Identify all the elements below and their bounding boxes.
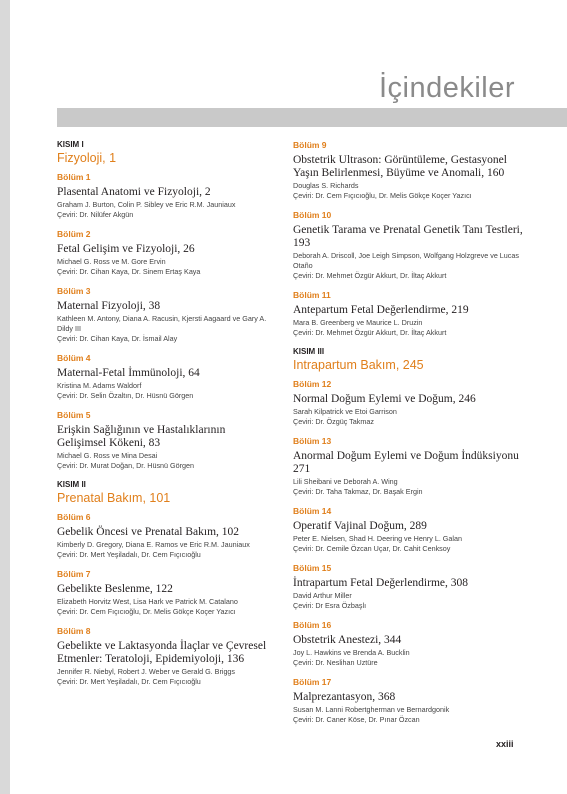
chapter-label: Bölüm 12 <box>293 379 332 389</box>
chapter-translators: Çeviri: Dr. Mehmet Özgür Akkurt, Dr. İltaç Akkurt <box>293 328 447 337</box>
chapter-translators: Çeviri: Dr. Cem Fıçıcıoğlu, Dr. Melis Gökçe Koçer Yazıcı <box>293 191 472 200</box>
chapter-title: Anormal Doğum Eylemi ve Doğum İndüksiyonu 271 <box>293 450 519 475</box>
chapter-label: Bölüm 15 <box>293 563 332 573</box>
chapter-entry[interactable] <box>57 569 272 617</box>
chapter-translators: Çeviri: Dr. Mert Yeşiladalı, Dr. Cem Fıçıcıoğlu <box>57 550 201 559</box>
chapter-title: Gebelikte Beslenme, 122 <box>57 583 173 595</box>
chapter-translators: Çeviri: Dr. Murat Doğan, Dr. Hüsnü Görgen <box>57 461 195 470</box>
chapter-label: Bölüm 11 <box>293 290 331 300</box>
page-number: xxiii <box>496 739 514 749</box>
chapter-authors: Michael G. Ross ve Mina Desai <box>57 451 158 460</box>
chapter-authors: Lili Sheibani ve Deborah A. Wing <box>293 477 398 486</box>
chapter-translators: Çeviri: Dr. Cihan Kaya, Dr. İsmail Alay <box>57 334 178 343</box>
chapter-authors: Michael G. Ross ve M. Gore Ervin <box>57 257 166 266</box>
chapter-translators: Çeviri: Dr. Selin Özaltın, Dr. Hüsnü Görgen <box>57 391 194 400</box>
chapter-label: Bölüm 16 <box>293 620 332 630</box>
chapter-entry[interactable] <box>293 210 525 281</box>
chapter-translators: Çeviri: Dr. Caner Köse, Dr. Pınar Özcan <box>293 715 420 724</box>
chapter-label: Bölüm 3 <box>57 286 91 296</box>
chapter-label: Bölüm 2 <box>57 229 91 239</box>
chapter-translators: Çeviri: Dr. Mert Yeşiladalı, Dr. Cem Fıçıcıoğlu <box>57 677 201 686</box>
chapter-label: Bölüm 1 <box>57 172 91 182</box>
chapter-title: Erişkin Sağlığının ve Hastalıklarının Gelişimsel Kökeni, 83 <box>57 424 226 449</box>
chapter-authors: Kathleen M. Antony, Diana A. Racusin, Kjersti Aagaard ve Gary A. Dildy III <box>57 314 267 333</box>
chapter-entry[interactable] <box>293 563 525 611</box>
chapter-entry[interactable] <box>293 620 525 668</box>
chapter-translators: Çeviri: Dr. Taha Takmaz, Dr. Başak Ergin <box>293 487 423 496</box>
chapter-label: Bölüm 9 <box>293 140 327 150</box>
chapter-authors: Kristina M. Adams Waldorf <box>57 381 142 390</box>
chapter-entry[interactable] <box>293 290 525 338</box>
chapter-label: Bölüm 7 <box>57 569 91 579</box>
chapter-authors: Douglas S. Richards <box>293 181 359 190</box>
chapter-label: Bölüm 8 <box>57 626 91 636</box>
part-title: Fizyoloji, 1 <box>57 151 117 165</box>
chapter-authors: Joy L. Hawkins ve Brenda A. Bucklin <box>293 648 410 657</box>
part-label: KISIM III <box>293 347 325 356</box>
chapter-title: Gebelik Öncesi ve Prenatal Bakım, 102 <box>57 526 240 538</box>
chapter-entry[interactable] <box>57 626 272 687</box>
chapter-translators: Çeviri: Dr. Nilüfer Akgün <box>57 210 134 219</box>
chapter-translators: Çeviri: Dr. Mehmet Özgür Akkurt, Dr. İltaç Akkurt <box>293 271 447 280</box>
chapter-label: Bölüm 14 <box>293 506 332 516</box>
chapter-entry[interactable] <box>293 379 525 427</box>
chapter-entry[interactable] <box>293 506 525 554</box>
chapter-title: Normal Doğum Eylemi ve Doğum, 246 <box>293 393 476 405</box>
chapter-label: Bölüm 10 <box>293 210 332 220</box>
chapter-authors: Sarah Kilpatrick ve Etoi Garrison <box>293 407 397 416</box>
chapter-title: İntrapartum Fetal Değerlendirme, 308 <box>293 577 468 589</box>
chapter-title: Fetal Gelişim ve Fizyoloji, 26 <box>57 243 195 255</box>
chapter-title: Plasental Anatomi ve Fizyoloji, 2 <box>57 186 211 198</box>
chapter-entry[interactable] <box>57 353 272 401</box>
chapter-authors: Jennifer R. Niebyl, Robert J. Weber ve Gerald G. Briggs <box>57 667 236 676</box>
chapter-authors: Elizabeth Horvitz West, Lisa Hark ve Patrick M. Catalano <box>57 597 238 606</box>
part-heading <box>57 140 272 166</box>
chapter-authors: Kimberly D. Gregory, Diana E. Ramos ve Eric R.M. Jauniaux <box>57 540 250 549</box>
chapter-authors: Mara B. Greenberg ve Maurice L. Druzin <box>293 318 423 327</box>
chapter-translators: Çeviri: Dr Esra Özbaşlı <box>293 601 367 610</box>
chapter-title: Maternal Fizyoloji, 38 <box>57 300 161 312</box>
chapter-entry[interactable] <box>57 229 272 277</box>
header-band <box>57 108 567 127</box>
chapter-title: Obstetrik Ultrason: Görüntüleme, Gestasyonel Yaşın Belirlenmesi, Büyüme ve Anomali, 160 <box>293 154 507 179</box>
toc-left-column <box>57 140 272 696</box>
chapter-translators: Çeviri: Dr. Cihan Kaya, Dr. Sinem Ertaş Kaya <box>57 267 201 276</box>
chapter-title: Maternal-Fetal İmmünoloji, 64 <box>57 367 200 379</box>
chapter-translators: Çeviri: Dr. Cem Fıçıcıoğlu, Dr. Melis Gökçe Koçer Yazıcı <box>57 607 236 616</box>
chapter-authors: Peter E. Nielsen, Shad H. Deering ve Henry L. Galan <box>293 534 462 543</box>
part-title: Prenatal Bakım, 101 <box>57 491 171 505</box>
chapter-entry[interactable] <box>57 410 272 471</box>
chapter-translators: Çeviri: Dr. Cemile Özcan Uçar, Dr. Cahit Cenksoy <box>293 544 451 553</box>
toc-right-column <box>293 140 525 734</box>
chapter-label: Bölüm 4 <box>57 353 91 363</box>
chapter-entry[interactable] <box>293 436 525 497</box>
chapter-entry[interactable] <box>57 172 272 220</box>
chapter-translators: Çeviri: Dr. Özgüç Takmaz <box>293 417 374 426</box>
part-heading <box>57 480 272 506</box>
chapter-title: Genetik Tarama ve Prenatal Genetik Tanı Testleri, 193 <box>293 224 523 249</box>
chapter-entry[interactable] <box>57 286 272 344</box>
part-heading <box>293 347 525 373</box>
chapter-authors: Graham J. Burton, Colin P. Sibley ve Eric R.M. Jauniaux <box>57 200 236 209</box>
page-title: İçindekiler <box>378 72 515 104</box>
chapter-translators: Çeviri: Dr. Neslihan Uztüre <box>293 658 378 667</box>
chapter-label: Bölüm 17 <box>293 677 332 687</box>
chapter-label: Bölüm 6 <box>57 512 91 522</box>
part-label: KISIM II <box>57 480 86 489</box>
chapter-label: Bölüm 5 <box>57 410 91 420</box>
chapter-authors: Deborah A. Driscoll, Joe Leigh Simpson, Wolfgang Holzgreve ve Lucas Otaño <box>293 251 519 270</box>
chapter-entry[interactable] <box>293 140 525 201</box>
chapter-title: Obstetrik Anestezi, 344 <box>293 634 402 646</box>
chapter-title: Gebelikte ve Laktasyonda İlaçlar ve Çevresel Etmenler: Teratoloji, Epidemiyoloji, 136 <box>57 640 267 665</box>
chapter-entry[interactable] <box>293 677 525 725</box>
part-title: Intrapartum Bakım, 245 <box>293 358 424 372</box>
chapter-label: Bölüm 13 <box>293 436 332 446</box>
chapter-title: Antepartum Fetal Değerlendirme, 219 <box>293 304 469 316</box>
page-edge-strip <box>0 0 10 794</box>
chapter-entry[interactable] <box>57 512 272 560</box>
part-label: KISIM I <box>57 140 84 149</box>
chapter-authors: David Arthur Miller <box>293 591 352 600</box>
chapter-authors: Susan M. Lanni Robertgherman ve Bernardgonik <box>293 705 450 714</box>
chapter-title: Malprezantasyon, 368 <box>293 691 396 703</box>
chapter-title: Operatif Vajinal Doğum, 289 <box>293 520 427 532</box>
